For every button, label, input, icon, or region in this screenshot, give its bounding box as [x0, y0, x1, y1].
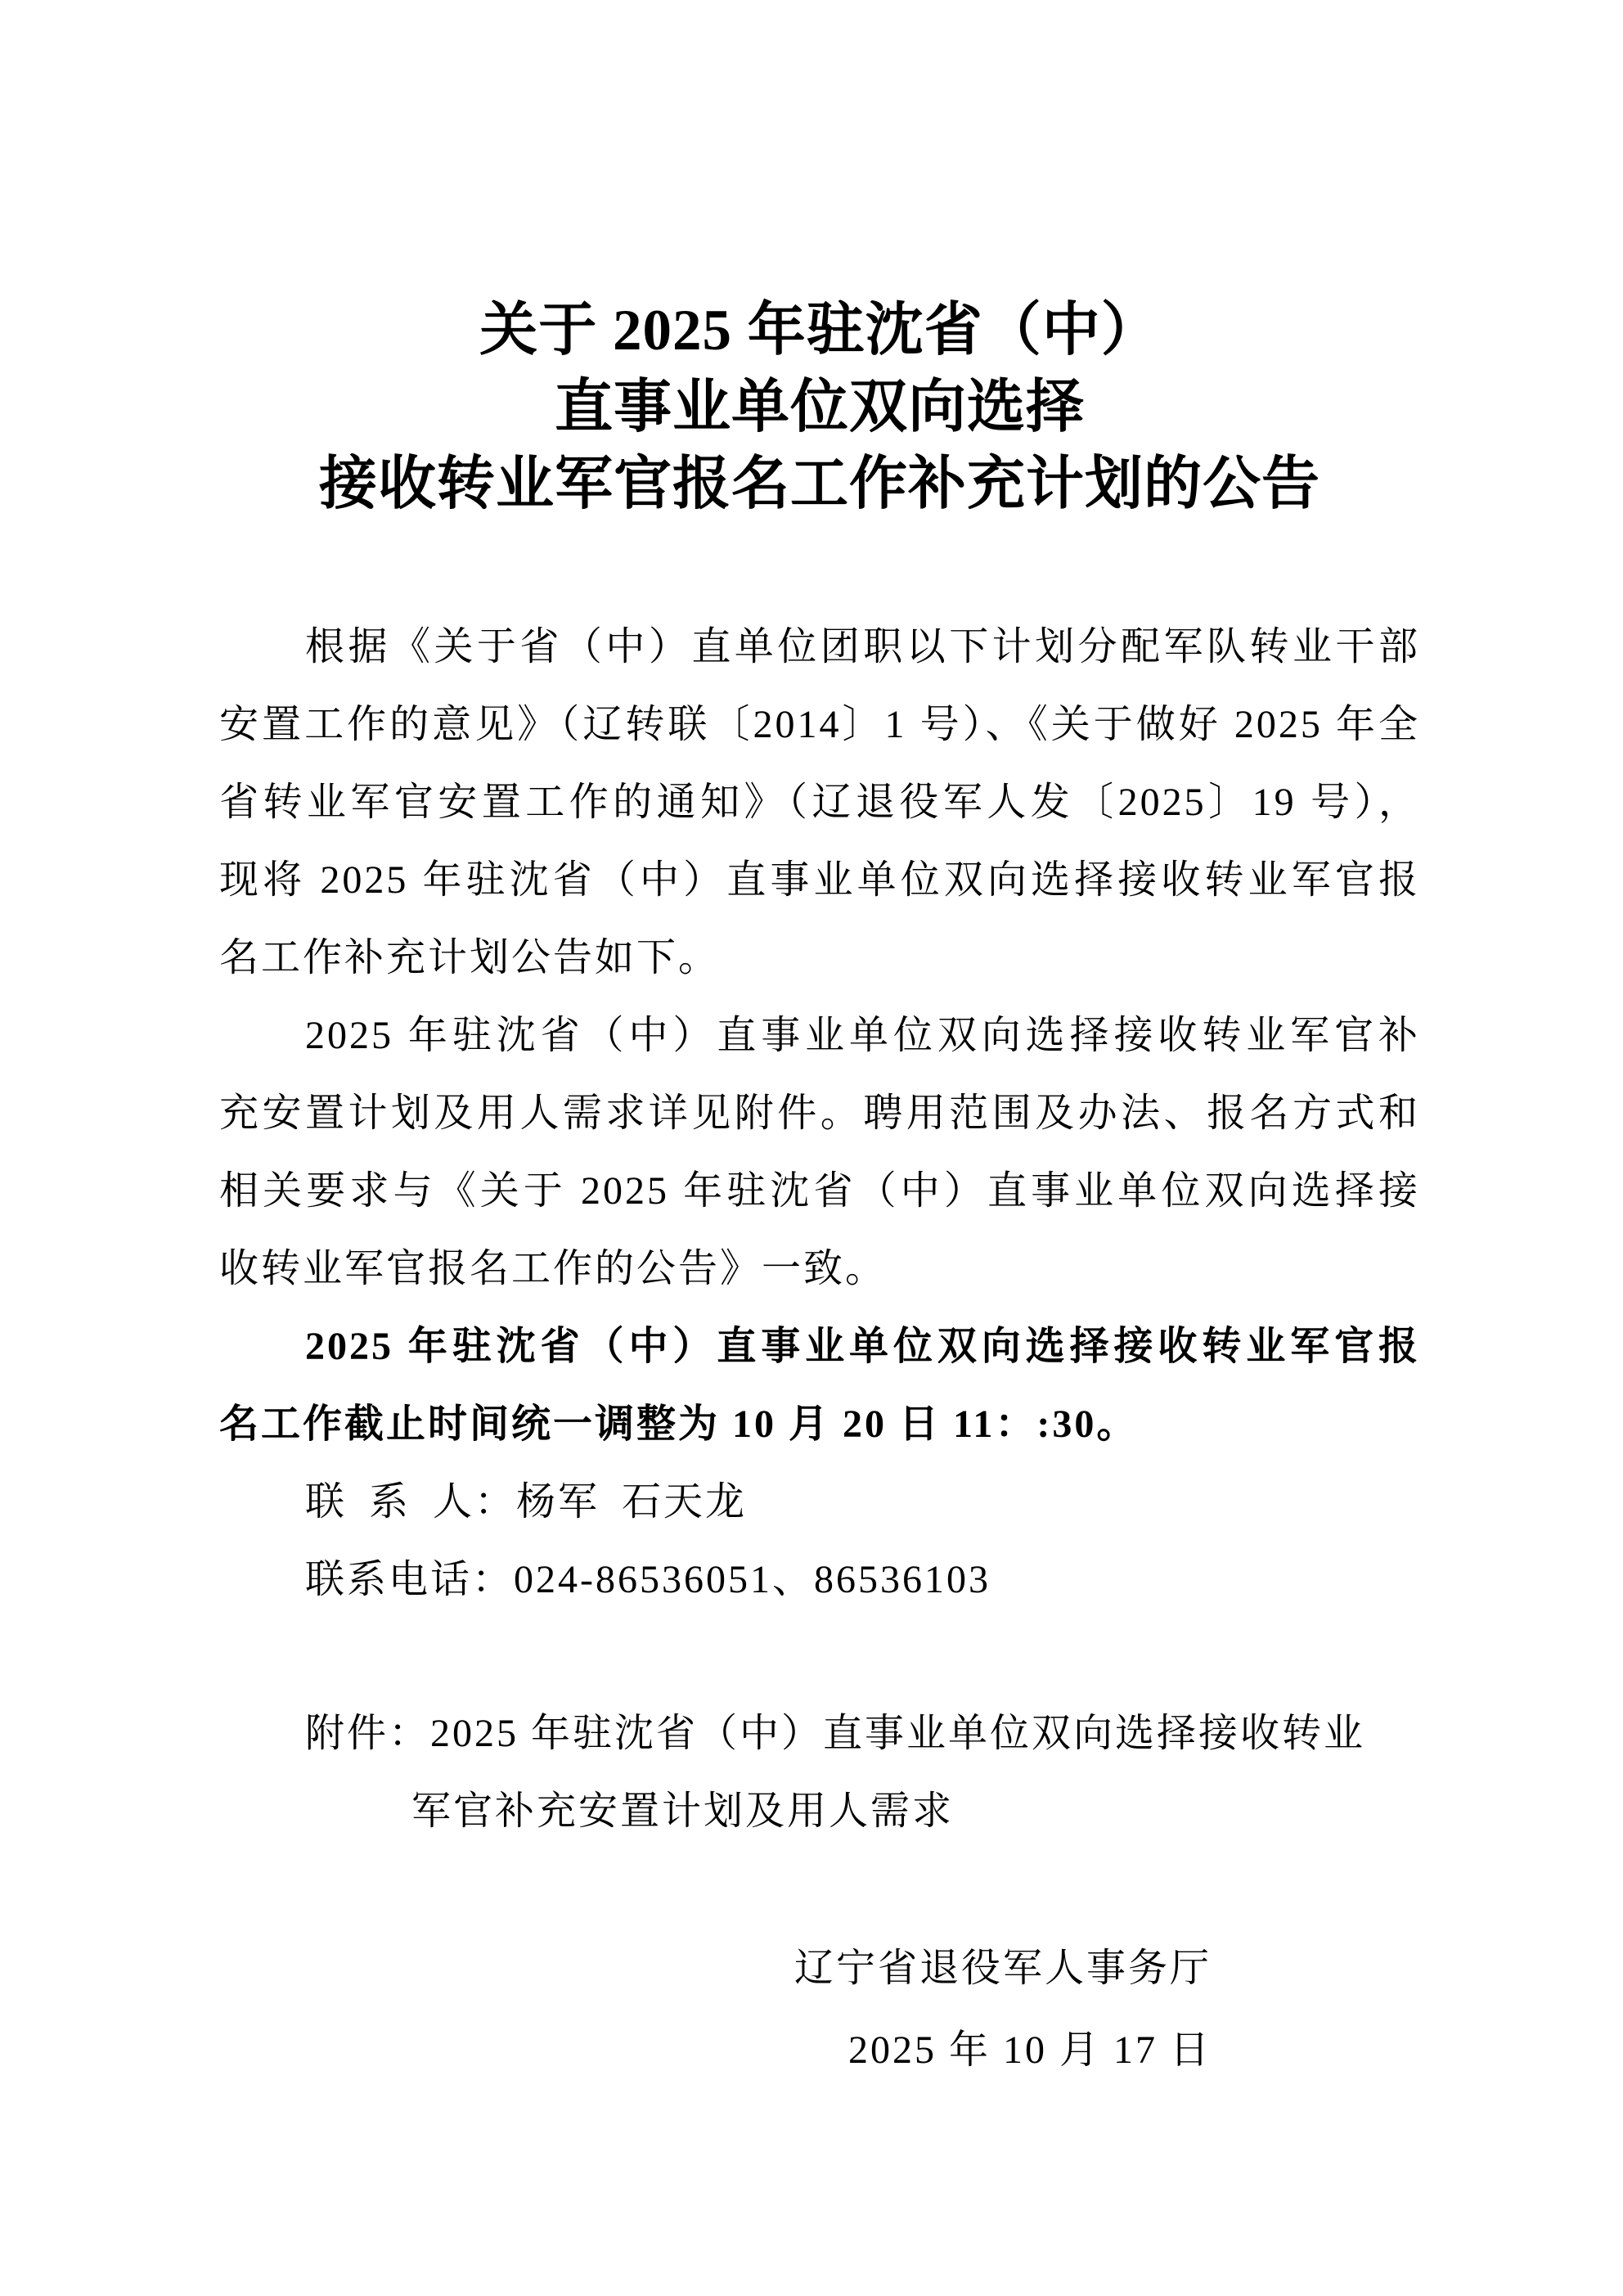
para1-line-1: 根据《关于省（中）直单位团职以下计划分配军队转业干部: [305, 625, 1420, 669]
contact-person: 联 系 人：杨军 石天龙: [305, 1480, 748, 1524]
paragraph-plan: [219, 997, 1420, 1308]
deadline-line-1: 2025 年驻沈省（中）直事业单位双向选择接收转业军官报: [305, 1325, 1420, 1368]
attachment-line-1: 附件：2025 年驻沈省（中）直事业单位双向选择接收转业: [305, 1712, 1366, 1755]
para1-line-4: 现将 2025 年驻沈省（中）直事业单位双向选择接收转业军官报: [219, 858, 1420, 902]
contact-phone: 联系电话：024-86536051、86536103: [305, 1558, 991, 1601]
attachment-block: [219, 1695, 1420, 1850]
para1-line-2: 安置工作的意见》（辽转联〔2014〕1 号）、《关于做好 2025 年全: [219, 703, 1420, 746]
para2-line-3: 相关要求与《关于 2025 年驻沈省（中）直事业单位双向选择接: [219, 1169, 1420, 1213]
paragraph-deadline: [219, 1308, 1420, 1463]
signature-date: 2025 年 10 月 17 日: [847, 2028, 1212, 2072]
para2-line-2: 充安置计划及用人需求详见附件。聘用范围及办法、报名方式和: [219, 1092, 1420, 1135]
deadline-line-2: 名工作截止时间统一调整为 10 月 20 日 11：:30。: [219, 1402, 1139, 1446]
title-line-2: 接收转业军官报名工作补充计划的公告: [318, 452, 1320, 516]
para2-line-4: 收转业军官报名工作的公告》一致。: [219, 1247, 888, 1290]
para1-line-5: 名工作补充计划公告如下。: [219, 936, 721, 979]
title-line-1: 关于 2025 年驻沈省（中）直事业单位双向选择: [479, 299, 1160, 439]
para2-line-1: 2025 年驻沈省（中）直事业单位双向选择接收转业军官补: [305, 1014, 1420, 1057]
document-title: [219, 292, 1420, 523]
para1-line-3: 省转业军官安置工作的通知》（辽退役军人发〔2025〕19 号），: [219, 781, 1420, 824]
signature-department: 辽宁省退役军人事务厅: [794, 1947, 1212, 1990]
attachment-line-2: 军官补充安置计划及用人需求: [411, 1790, 955, 1833]
contact-block: [219, 1463, 1420, 1618]
paragraph-basis: [219, 608, 1420, 997]
signature-block: [219, 1928, 1420, 2091]
